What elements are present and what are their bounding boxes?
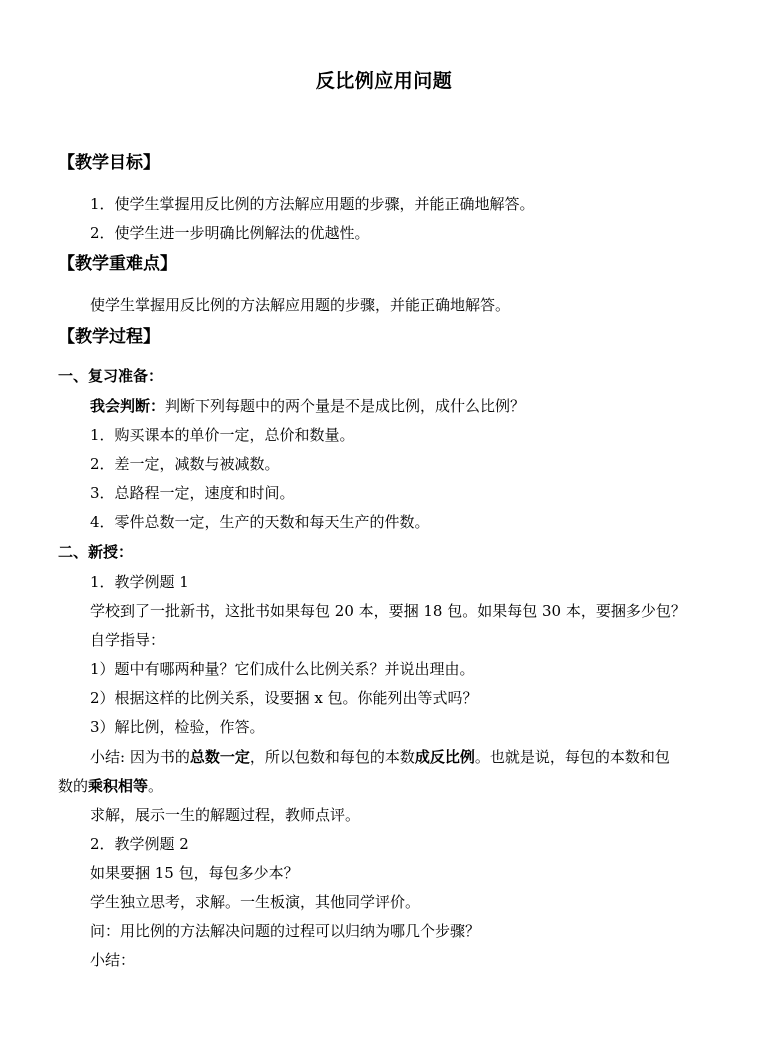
section-heading-process: 【教学过程】 (58, 327, 160, 347)
review-item-3: 3．总路程一定，速度和时间。 (90, 484, 295, 502)
example-1-question-3: 3）解比例，检验，作答。 (90, 718, 265, 736)
summary-text-e: 。也就是说，每包的本数和包 (474, 748, 670, 766)
example-2-think: 学生独立思考，求解。一生板演，其他同学评价。 (90, 893, 421, 911)
example-1-title: 1．教学例题 1 (90, 573, 189, 591)
goal-item-1: 1．使学生掌握用反比例的方法解应用题的步骤，并能正确地解答。 (90, 195, 535, 213)
example-1-guide: 自学指导： (90, 631, 166, 649)
judge-label: 我会判断： (90, 397, 166, 415)
example-1-problem: 学校到了一批新书，这批书如果每包 20 本，要捆 18 包。如果每包 30 本，要捆多少包？ (90, 602, 686, 620)
example-1-question-1: 1）题中有哪两种量？它们成什么比例关系？并说出理由。 (90, 660, 475, 678)
review-item-2: 2．差一定，减数与被减数。 (90, 455, 280, 473)
example-2-ask: 问：用比例的方法解决问题的过程可以归纳为哪几个步骤？ (90, 922, 481, 940)
review-item-1: 1．购买课本的单价一定，总价和数量。 (90, 426, 355, 444)
summary2-text-c: 。 (148, 777, 164, 795)
section-heading-goals: 【教学目标】 (58, 153, 160, 173)
example-1-question-2: 2）根据这样的比例关系，设要捆 x 包。你能列出等式吗？ (90, 689, 478, 707)
document-title: 反比例应用问题 (315, 70, 453, 92)
section-heading-key-points: 【教学重难点】 (58, 254, 177, 274)
example-1-solve: 求解，展示一生的解题过程，教师点评。 (90, 806, 361, 824)
review-heading: 一、复习准备： (58, 367, 164, 385)
summary-text-c: ，所以包数和每包的本数 (249, 748, 415, 766)
key-points-text: 使学生掌握用反比例的方法解应用题的步骤，并能正确地解答。 (90, 296, 511, 314)
new-lesson-heading: 二、新授： (58, 543, 134, 561)
example-2-summary: 小结： (90, 951, 136, 969)
summary2-emphasis-product: 乘积相等 (88, 777, 149, 795)
summary-emphasis-total: 总数一定 (189, 748, 250, 766)
review-item-4: 4．零件总数一定，生产的天数和每天生产的件数。 (90, 513, 430, 531)
example-1-summary-line-2 (58, 776, 163, 796)
example-2-problem: 如果要捆 15 包，每包多少本？ (90, 864, 299, 882)
example-2-title: 2．教学例题 2 (90, 835, 189, 853)
example-1-summary-line-1 (90, 747, 670, 767)
goal-item-2: 2．使学生进一步明确比例解法的优越性。 (90, 224, 370, 242)
judge-instruction (90, 396, 525, 416)
summary-text-a: 小结: 因为书的 (90, 748, 190, 766)
judge-text: 判断下列每题中的两个量是不是成比例，成什么比例？ (165, 397, 526, 415)
summary2-text-a: 数的 (58, 777, 89, 795)
summary-emphasis-inverse: 成反比例 (414, 748, 475, 766)
